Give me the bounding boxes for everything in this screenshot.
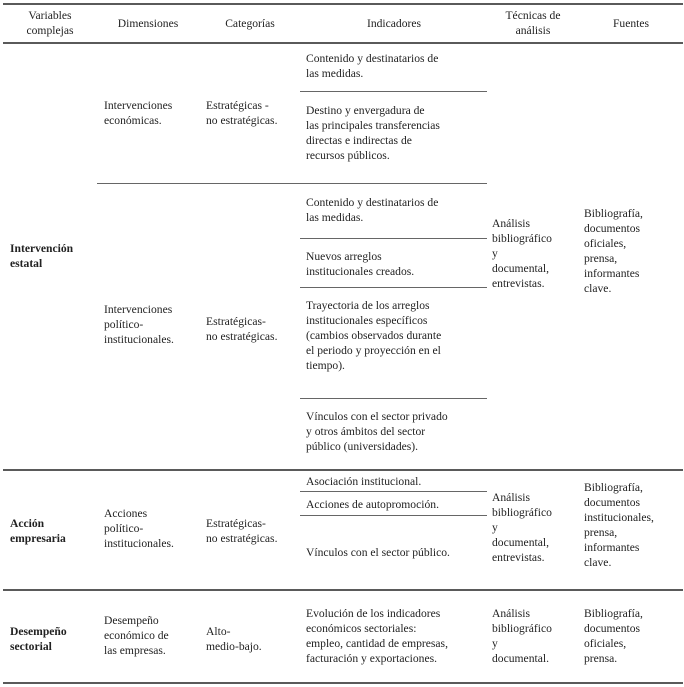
categoria-estrategicas: Estratégicas - no estratégicas.	[206, 99, 278, 127]
indicador: Evolución de los indicadores económicos sectoriales: empleo, cantidad de empresas, facturación y exportaciones.	[306, 607, 448, 665]
indicador: Vínculos con el sector privado y otros ámbitos del sector público (universidades).	[306, 410, 448, 453]
dimension-desempeno-economico: Desempeño económico de las empresas.	[104, 614, 169, 657]
indicador: Nuevos arreglos institucionales creados.	[306, 250, 415, 278]
tecnicas-analisis: Análisis bibliográfico y documental, entrevistas.	[492, 217, 552, 290]
indicador: Trayectoria de los arreglos institucionales específicos (cambios observados durante el periodo y proyección en el tiempo).	[306, 299, 442, 372]
table-top-rule	[3, 3, 683, 5]
categoria-estrategicas: Estratégicas- no estratégicas.	[206, 315, 278, 343]
indicator-divider	[300, 491, 487, 492]
header-variables: Variables complejas	[26, 9, 74, 37]
indicator-divider	[300, 91, 487, 92]
table-bottom-rule	[3, 682, 683, 684]
indicator-divider	[300, 287, 487, 288]
fuentes: Bibliografía, documentos oficiales, prensa.	[584, 607, 643, 665]
fuentes: Bibliografía, documentos institucionales, prensa, informantes clave.	[584, 481, 654, 569]
tecnicas-analisis: Análisis bibliográfico y documental.	[492, 607, 552, 665]
indicator-divider	[300, 398, 487, 399]
indicador: Contenido y destinatarios de las medidas.	[306, 196, 439, 224]
dimension-intervenciones-economicas: Intervenciones económicas.	[104, 99, 173, 127]
section-divider	[3, 469, 683, 471]
categoria-estrategicas: Estratégicas- no estratégicas.	[206, 517, 278, 545]
fuentes: Bibliografía, documentos oficiales, prensa, informantes clave.	[584, 207, 643, 295]
header-dimensiones: Dimensiones	[117, 17, 179, 30]
indicador: Vínculos con el sector público.	[306, 546, 450, 559]
variable-desempeno-sectorial: Desempeño sectorial	[10, 625, 67, 653]
header-bottom-rule	[3, 42, 683, 44]
header-tecnicas: Técnicas de análisis	[505, 9, 561, 37]
group-divider	[97, 183, 487, 184]
indicator-divider	[300, 238, 487, 239]
dimension-intervenciones-politico-institucionales: Intervenciones político- institucionales.	[104, 303, 174, 346]
dimension-acciones-politico-institucionales: Acciones político- institucionales.	[104, 507, 174, 550]
header-fuentes: Fuentes	[612, 17, 650, 30]
indicator-divider	[300, 515, 487, 516]
variable-accion-empresaria: Acción empresaria	[10, 517, 66, 545]
variable-intervencion-estatal: Intervención estatal	[10, 242, 74, 270]
categoria-alto-medio-bajo: Alto- medio-bajo.	[206, 625, 262, 653]
indicador: Destino y envergadura de las principales transferencias directas e indirectas de recursos públicos.	[306, 104, 440, 162]
header-indicadores: Indicadores	[366, 17, 422, 30]
indicador: Acciones de autopromoción.	[306, 498, 439, 511]
section-divider	[3, 589, 683, 591]
indicador: Contenido y destinatarios de las medidas.	[306, 52, 439, 80]
header-categorias: Categorías	[225, 17, 275, 30]
indicador: Asociación institucional.	[306, 475, 422, 488]
tecnicas-analisis: Análisis bibliográfico y documental, entrevistas.	[492, 491, 552, 564]
